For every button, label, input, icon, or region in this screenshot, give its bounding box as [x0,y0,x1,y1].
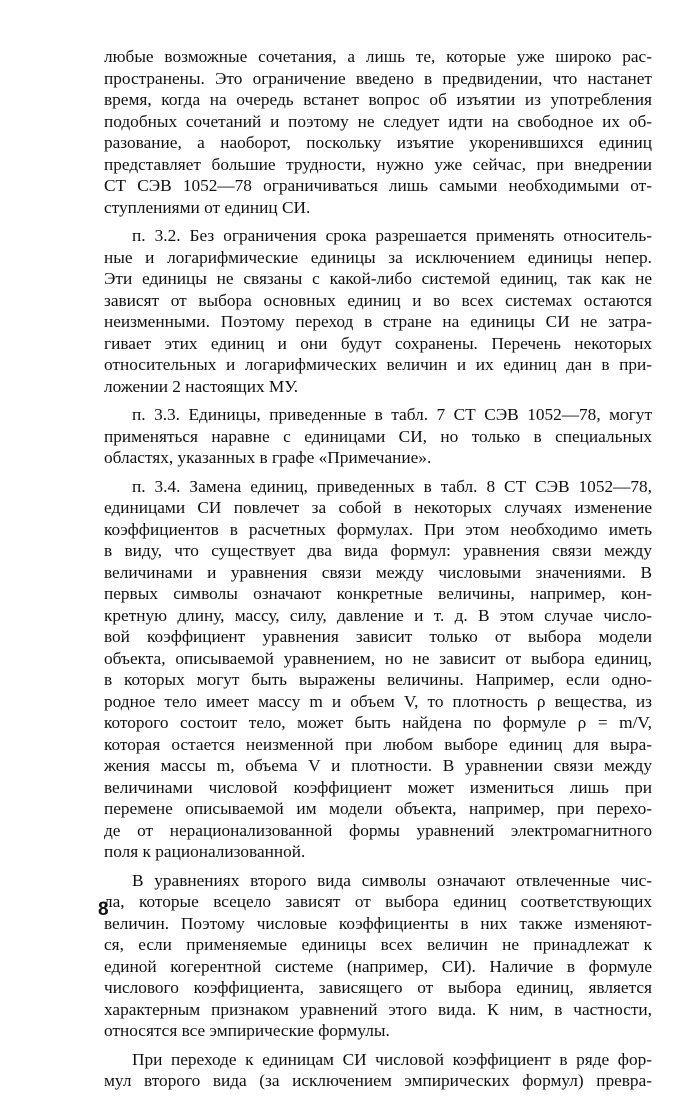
text-line: применяться наравне с единицами СИ, но только в специальных [104,426,652,446]
text-line: В уравнениях второго вида символы означают отвлеченные чис- [132,870,652,890]
text-line: объекта, описываемой уравнением, но не зависит от выбора единиц, [104,648,652,668]
text-line: величинами числовой коэффициент может измениться лишь при [104,777,652,797]
text-line: ложении 2 настоящих МУ. [104,376,299,396]
text-line: которого состоит тело, может быть найдена по формуле ρ = m/V, [104,713,652,732]
text-line: п. 3.2. Без ограничения срока разрешается применять относитель- [132,226,652,245]
text-line: кретную длину, массу, силу, давление и т. д. В этом случае число- [104,605,652,625]
text-line: представляет большие трудности, нужно уже сейчас, при внедрении [104,154,652,174]
paragraph-second-kind-equations [104,870,652,1042]
text-line: разование, а наоборот, поскольку изъятие укоренившихся единиц [104,133,652,152]
text-line: единицами СИ повлечет за собой в некоторых случаях изменение [104,498,652,517]
text-line: характерным признаком уравнений этого вида. К ним, в частности, [104,999,652,1019]
page-number: 8 [98,899,109,920]
text-line: ла, которые всецело зависят от выбора единиц соответствующих [104,892,652,911]
paragraph-si-transition [104,1049,652,1092]
text-line: величинами и уравнения связи между числовыми значениями. В [104,562,652,582]
text-line: величин. Поэтому числовые коэффициенты в них также изменяют- [104,913,652,933]
text-line: При переходе к единицам СИ числовой коэффициент в ряде фор- [132,1049,652,1069]
text-line: единой когерентной системе (например, СИ). Наличие в формуле [104,956,652,976]
text-line: числового коэффициента, зависящего от выбора единиц, является [104,978,652,997]
text-line: зависят от выбора основных единиц и во всех системах остаются [104,290,652,310]
text-line: неизменными. Поэтому переход в стране на единицы СИ не затра- [104,312,652,331]
text-line: п. 3.4. Замена единиц, приведенных в табл. 8 СТ СЭВ 1052—78, [132,476,652,496]
text-line: относительных и логарифмических величин и их единиц дан в при- [104,355,652,374]
text-line: родное тело имеет массу m и объем V, то плотность ρ вещества, из [104,691,652,711]
text-line: коэффициентов в расчетных формулах. При этом необходимо иметь [104,519,652,539]
text-line: де от нерационализованной формы уравнений электромагнитного [104,820,652,840]
text-line: подобных сочетаний и поэтому не следует идти на свободное их об- [104,111,652,131]
text-line: в которых могут быть выражены величины. Например, если одно- [104,670,652,689]
text-line: любые возможные сочетания, а лишь те, которые уже широко рас- [104,47,652,66]
text-line: в виду, что существует два вида формул: уравнения связи между [104,541,652,560]
text-line: первых символы означают конкретные величины, например, кон- [104,584,652,603]
text-line: Эти единицы не связаны с какой-либо системой единиц, так как не [104,269,652,288]
paragraph-clause-3-3 [104,404,652,469]
text-line: жения массы m, объема V и плотности. В уравнении связи между [104,756,652,775]
page-text [104,46,652,1099]
paragraph-units-combinations [104,46,652,218]
text-line: областях, указанных в графе «Примечание». [104,448,432,467]
text-line: поля к рационализованной. [104,842,306,861]
text-line: ные и логарифмические единицы за исключением единицы непер. [104,247,652,267]
text-line: СТ СЭВ 1052—78 ограничиваться лишь самыми необходимыми от- [104,176,652,195]
text-line: время, когда на очередь встанет вопрос об изъятии из употребления [104,90,652,109]
text-line: которая остается неизменной при любом выборе единиц для выра- [104,734,652,754]
text-line: пространены. Это ограничение введено в предвидении, что настанет [104,68,652,88]
text-line: вой коэффициент уравнения зависит только от выбора модели [104,627,652,646]
text-line: п. 3.3. Единицы, приведенные в табл. 7 СТ СЭВ 1052—78, могут [132,405,652,424]
paragraph-clause-3-4 [104,476,652,863]
text-line: ступлениями от единиц СИ. [104,197,311,217]
text-line: ся, если применяемые единицы всех величин не принадлежат к [104,935,652,954]
paragraph-clause-3-2 [104,225,652,397]
text-line: гивает этих единиц и они будут сохранены. Перечень некоторых [104,333,652,353]
text-line: перемене описываемой им модели объекта, например, при перехо- [104,799,652,818]
text-line: мул второго вида (за исключением эмпирических формул) превра- [104,1071,652,1090]
text-line: относятся все эмпирические формулы. [104,1021,390,1040]
